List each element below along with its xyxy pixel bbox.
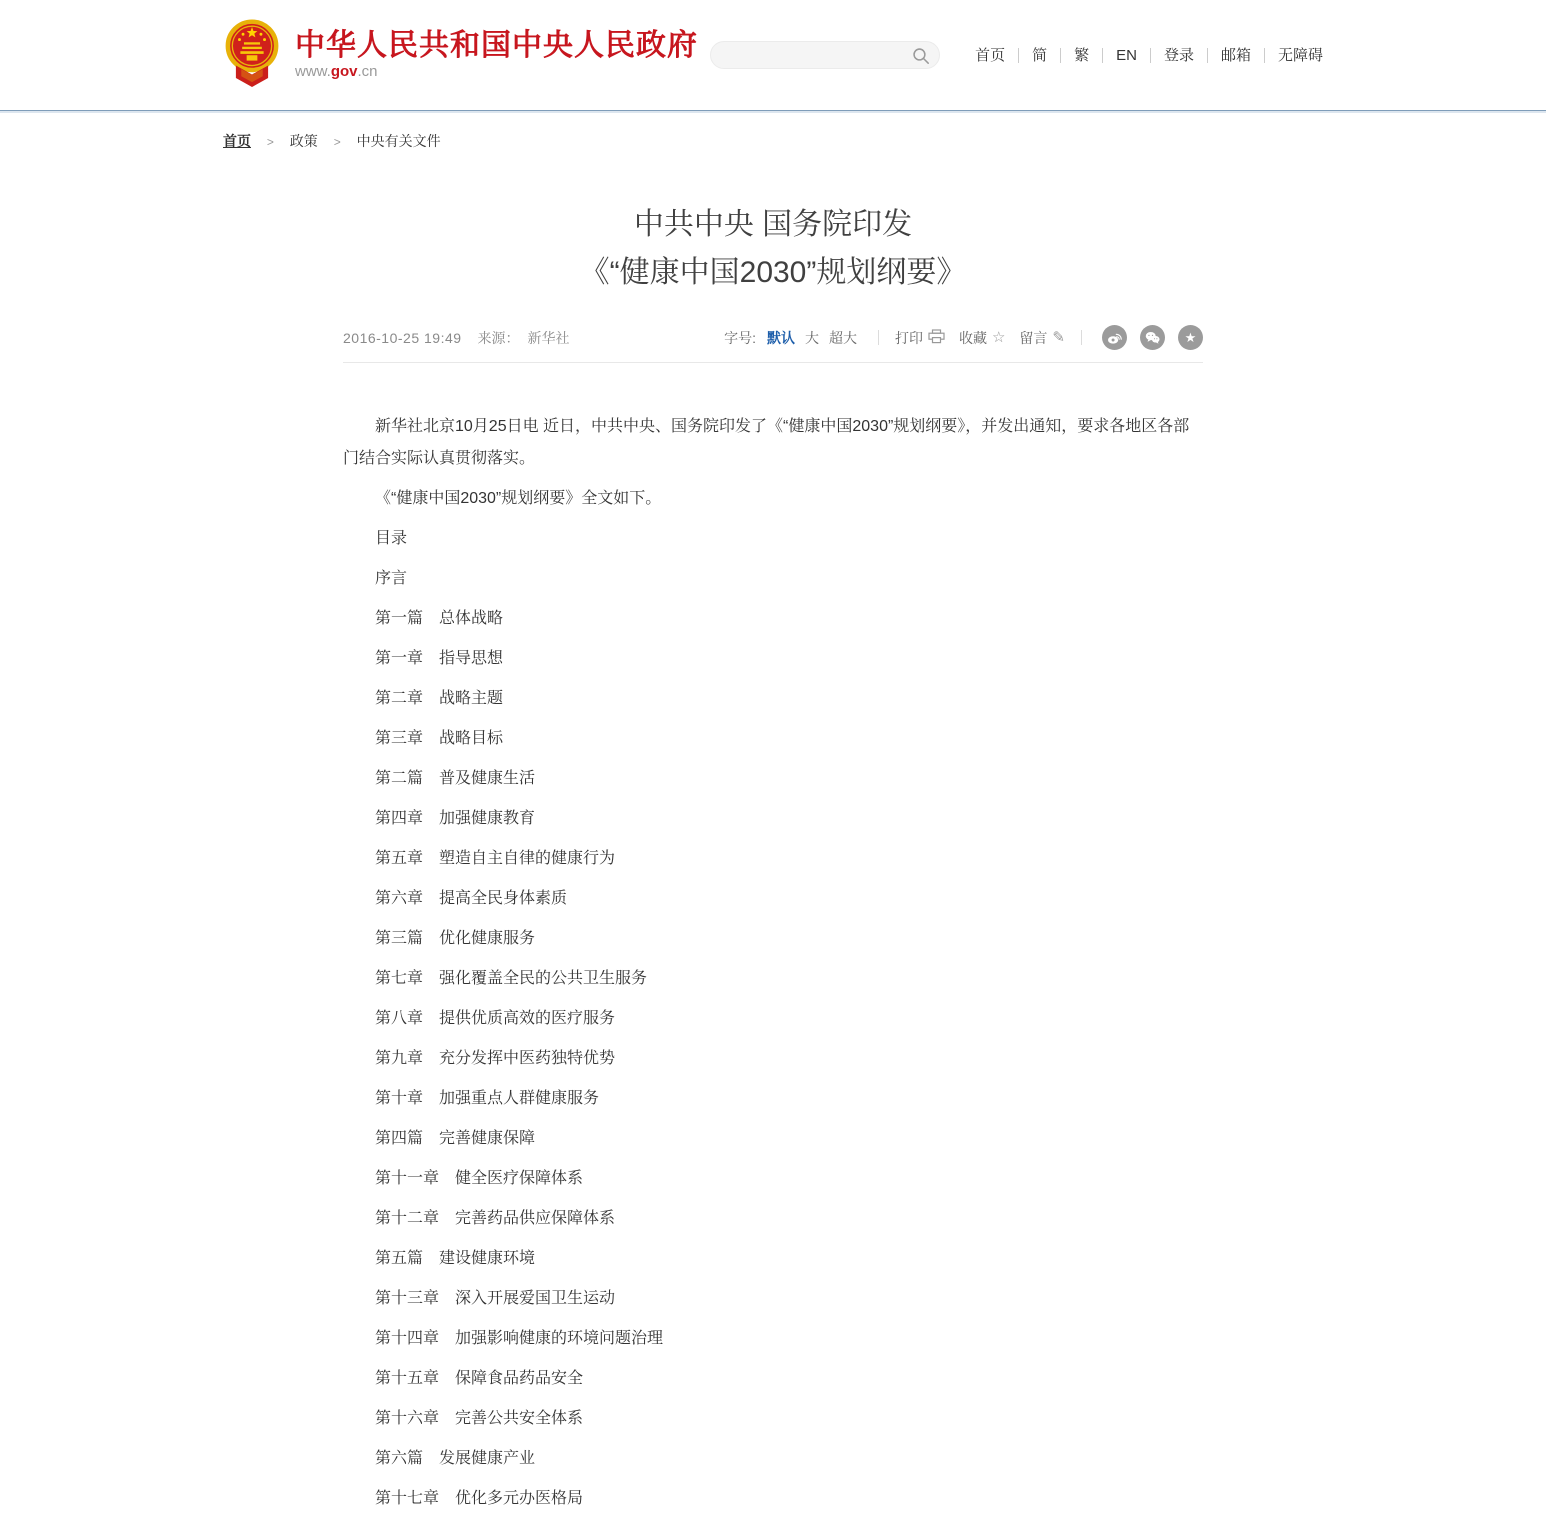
breadcrumb-separator: >	[266, 135, 274, 149]
paragraph: 《“健康中国2030”规划纲要》全文如下。	[375, 490, 662, 507]
vertical-divider	[878, 330, 879, 345]
toc-line: 第六章 提高全民身体素质	[375, 890, 568, 907]
toc-line: 第十四章 加强影响健康的环境问题治理	[375, 1330, 664, 1347]
toc-line: 序言	[375, 570, 408, 587]
page-title-line1: 中共中央 国务院印发	[633, 208, 913, 241]
breadcrumb-policy[interactable]: 政策	[289, 133, 318, 149]
site-brand[interactable]	[223, 19, 698, 92]
article-body	[343, 411, 1203, 1515]
share-buttons	[1102, 325, 1203, 350]
top-nav	[962, 48, 1323, 63]
print-button[interactable]: 打印	[895, 328, 945, 348]
nav-english[interactable]: EN	[1103, 48, 1151, 63]
source-value: 新华社	[527, 329, 570, 346]
search-input[interactable]	[711, 42, 939, 68]
toc-line: 第十二章 完善药品供应保障体系	[375, 1210, 616, 1227]
toc-line: 第十五章 保障食品药品安全	[375, 1370, 584, 1387]
toc-line: 第五章 塑造自主自律的健康行为	[375, 850, 616, 867]
search-icon[interactable]	[912, 47, 930, 70]
source-label: 来源：	[477, 329, 520, 346]
paragraph: 新华社北京10月25日电 近日，中共中央、国务院印发了《“健康中国2030”规划纲要》，并发出通知，要求各地区各部门结合实际认真贯彻落实。	[343, 418, 1190, 467]
site-title: 中华人民共和国中央人民政府	[295, 28, 698, 62]
nav-simplified[interactable]: 简	[1019, 48, 1061, 63]
toc-line: 第九章 充分发挥中医药独特优势	[375, 1050, 616, 1067]
toc-heading: 目录	[375, 530, 408, 547]
page-title	[343, 201, 1203, 297]
toc-line: 第二章 战略主题	[375, 690, 504, 707]
toc-line: 第四章 加强健康教育	[375, 810, 536, 827]
star-outline-icon: ☆	[991, 329, 1006, 346]
page-title-line2: 《“健康中国2030”规划纲要》	[579, 256, 967, 289]
weibo-icon[interactable]	[1102, 325, 1127, 350]
nav-login[interactable]: 登录	[1151, 48, 1208, 63]
toc-line: 第二篇 普及健康生活	[375, 770, 536, 787]
breadcrumb-separator: >	[333, 135, 341, 149]
favorite-button[interactable]: 收藏 ☆	[958, 329, 1006, 346]
national-emblem-logo	[223, 19, 281, 92]
nav-traditional[interactable]: 繁	[1061, 48, 1103, 63]
toc-line: 第五篇 建设健康环境	[375, 1250, 536, 1267]
comment-button[interactable]: 留言 ✎	[1019, 329, 1065, 346]
header-divider-line	[0, 110, 1546, 113]
fontsize-xlarge-button[interactable]: 超大	[828, 329, 857, 346]
toc-line: 第十章 加强重点人群健康服务	[375, 1090, 600, 1107]
article-meta-bar	[343, 325, 1203, 363]
toc-line: 第一章 指导思想	[375, 650, 504, 667]
breadcrumb-home[interactable]: 首页	[223, 133, 251, 149]
pencil-icon: ✎	[1052, 329, 1065, 346]
nav-home[interactable]: 首页	[962, 48, 1019, 63]
toc-line: 第七章 强化覆盖全民的公共卫生服务	[375, 970, 648, 987]
wechat-icon[interactable]	[1140, 325, 1165, 350]
publish-datetime: 2016-10-25 19:49	[343, 329, 462, 346]
nav-mail[interactable]: 邮箱	[1208, 48, 1265, 63]
article-meta-left	[343, 328, 570, 348]
toc-line: 第六篇 发展健康产业	[375, 1450, 536, 1467]
fontsize-default-button[interactable]: 默认	[766, 329, 795, 346]
fontsize-large-button[interactable]: 大	[804, 329, 819, 346]
toc-line: 第十一章 健全医疗保障体系	[375, 1170, 584, 1187]
toc-line: 第三篇 优化健康服务	[375, 930, 536, 947]
breadcrumb	[223, 131, 1323, 151]
site-header	[0, 0, 1546, 110]
toc-line: 第四篇 完善健康保障	[375, 1130, 536, 1147]
toc-line: 第十三章 深入开展爱国卫生运动	[375, 1290, 616, 1307]
toc-line: 第十七章 优化多元办医格局	[375, 1490, 584, 1507]
toc-line: 第八章 提供优质高效的医疗服务	[375, 1010, 616, 1027]
breadcrumb-current: 中央有关文件	[356, 133, 441, 149]
article-meta-right	[724, 325, 1203, 350]
vertical-divider	[1081, 330, 1082, 345]
nav-accessibility[interactable]: 无障碍	[1277, 46, 1323, 64]
site-url: www.gov.cn	[295, 63, 378, 81]
search-box	[710, 41, 940, 69]
fontsize-label: 字号:	[724, 329, 756, 346]
toc-line: 第一篇 总体战略	[375, 610, 504, 627]
toc-line: 第三章 战略目标	[375, 730, 504, 747]
star-share-icon[interactable]: ★	[1178, 325, 1203, 350]
toc-line: 第十六章 完善公共安全体系	[375, 1410, 584, 1427]
article	[343, 201, 1203, 1515]
printer-icon	[928, 329, 945, 347]
